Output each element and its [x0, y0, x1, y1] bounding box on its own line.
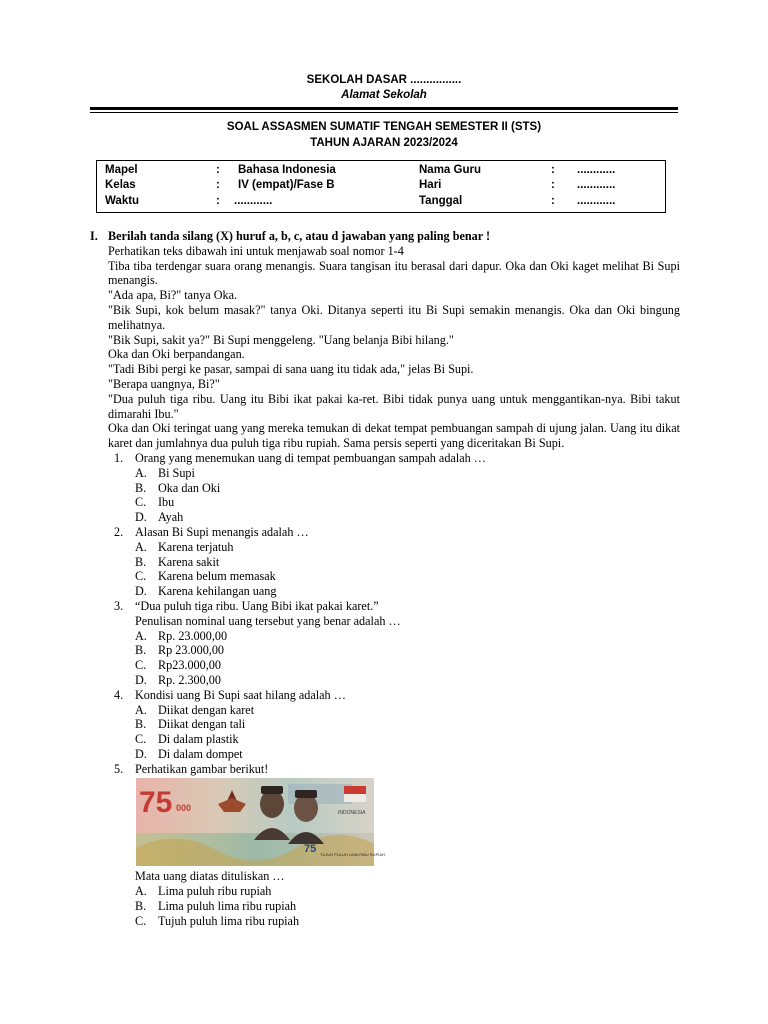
answer-option[interactable]	[90, 466, 680, 481]
question-text: “Dua puluh tiga ribu. Uang Bibi ikat pakai karet.”	[135, 598, 379, 613]
banknote-denomination: 75	[139, 786, 173, 820]
option-letter: A.	[135, 628, 147, 643]
option-letter: A.	[135, 465, 147, 480]
option-letter: C.	[135, 658, 147, 673]
option-text: Bi Supi	[158, 465, 195, 480]
reading-intro: Perhatikan teks dibawah ini untuk menjawab soal nomor 1-4	[108, 243, 404, 258]
info-colon: :	[216, 164, 220, 176]
question-text: Kondisi uang Bi Supi saat hilang adalah …	[135, 687, 346, 702]
answer-option[interactable]	[90, 658, 680, 673]
answer-option[interactable]	[90, 481, 680, 496]
option-letter: C.	[135, 569, 147, 584]
story-paragraph: "Bik Supi, kok belum masak?" tanya Oki. Ditanya seperti itu Bi Supi semakin menangis. Oka dan Oki bingung melihatnya.	[108, 302, 680, 332]
option-text: Rp 23.000,00	[158, 643, 225, 658]
option-text: Lima puluh ribu rupiah	[158, 884, 272, 899]
info-row-kelas	[97, 179, 665, 195]
option-text: Karena sakit	[158, 554, 220, 569]
info-value-waktu: ............	[234, 195, 273, 207]
section-1-heading	[90, 229, 680, 244]
question-text: Orang yang menemukan uang di tempat pembuangan sampah adalah …	[135, 450, 486, 465]
option-letter: B.	[135, 554, 147, 569]
option-letter: C.	[135, 732, 147, 747]
info-colon: :	[216, 179, 220, 191]
banknote-words: TUJUH PULUH LIMA RIBU RUPIAH	[320, 852, 385, 858]
info-value-kelas: IV (empat)/Fase B	[238, 179, 335, 191]
option-text: Tujuh puluh lima ribu rupiah	[158, 913, 300, 928]
header-divider-thick	[90, 107, 678, 110]
answer-option[interactable]	[90, 884, 680, 899]
info-value-nama-guru: ............	[577, 164, 616, 176]
story-paragraph: "Dua puluh tiga ribu. Uang itu Bibi ikat pakai ka-ret. Bibi tidak punya uang untuk menggantikan-nya. Bibi takut dimarahi Ibu."	[108, 391, 680, 421]
question-subtext: Mata uang diatas dituliskan …	[135, 869, 285, 884]
story-paragraph: "Bik Supi, sakit ya?" Bi Supi menggeleng. "Uang belanja Bibi hilang."	[108, 332, 454, 347]
option-letter: A.	[135, 884, 147, 899]
option-text: Oka dan Oki	[158, 480, 221, 495]
option-text: Karena kehilangan uang	[158, 584, 277, 599]
option-text: Diikat dengan tali	[158, 717, 246, 732]
option-letter: C.	[135, 913, 147, 928]
exam-year: TAHUN AJARAN 2023/2024	[310, 137, 458, 149]
option-text: Ayah	[158, 510, 184, 525]
question-text: Alasan Bi Supi menangis adalah …	[135, 524, 309, 539]
info-row-mapel	[97, 164, 665, 180]
answer-option[interactable]	[90, 899, 680, 914]
question-5	[90, 762, 680, 777]
answer-option[interactable]	[90, 717, 680, 732]
answer-option[interactable]	[90, 703, 680, 718]
option-letter: D.	[135, 584, 147, 599]
story-paragraph: Oka dan Oki berpandangan.	[108, 347, 245, 362]
info-colon: :	[551, 179, 555, 191]
story-paragraph: Oka dan Oki teringat uang yang mereka temukan di dekat tempat pembuangan sampah di ujung jalan. Uang itu dikat karet dan jumlahnya dua puluh tiga ribu rupiah. Sama persis seperti yang diceritakan Bi Supi.	[108, 421, 680, 451]
question-number: 5.	[114, 761, 124, 776]
info-label-kelas: Kelas	[105, 179, 136, 191]
banknote-denomination-bottom: 75	[304, 843, 317, 856]
option-text: Karena terjatuh	[158, 539, 234, 554]
answer-option[interactable]	[90, 569, 680, 584]
info-value-hari: ............	[577, 179, 616, 191]
option-letter: B.	[135, 643, 147, 658]
option-text: Rp23.000,00	[158, 658, 221, 673]
banknote-country: INDONESIA	[338, 810, 366, 817]
info-label-nama-guru: Nama Guru	[419, 164, 481, 176]
exam-info-table	[96, 160, 666, 213]
question-3	[90, 599, 680, 614]
option-text: Karena belum memasak	[158, 569, 276, 584]
question-number: 1.	[114, 450, 124, 465]
header-divider-thin	[90, 112, 678, 113]
story-paragraph: Tiba tiba terdengar suara orang menangis. Suara tangisan itu berasal dari dapur. Oka dan Oki kaget melihat Bi Supi menangis.	[108, 258, 680, 288]
option-text: Ibu	[158, 495, 175, 510]
section-instruction: Berilah tanda silang (X) huruf a, b, c, atau d jawaban yang paling benar !	[108, 229, 491, 243]
story-paragraph: "Tadi Bibi pergi ke pasar, sampai di sana uang itu tidak ada," jelas Bi Supi.	[108, 362, 474, 377]
question-subtext: Penulisan nominal uang tersebut yang benar adalah …	[135, 613, 401, 628]
answer-option[interactable]	[90, 914, 680, 929]
answer-option[interactable]	[90, 643, 680, 658]
school-address: Alamat Sekolah	[341, 89, 427, 101]
option-text: Rp. 2.300,00	[158, 672, 221, 687]
question-1	[90, 451, 680, 466]
option-letter: D.	[135, 672, 147, 687]
option-letter: A.	[135, 539, 147, 554]
exam-title: SOAL ASSASMEN SUMATIF TENGAH SEMESTER II (STS)	[226, 121, 542, 133]
option-text: Lima puluh lima ribu rupiah	[158, 899, 297, 914]
option-text: Di dalam plastik	[158, 732, 239, 747]
answer-option[interactable]	[90, 747, 680, 762]
option-letter: D.	[135, 746, 147, 761]
question-number: 2.	[114, 524, 124, 539]
option-letter: B.	[135, 480, 147, 495]
option-letter: B.	[135, 899, 147, 914]
option-text: Di dalam dompet	[158, 746, 243, 761]
info-label-waktu: Waktu	[105, 195, 140, 207]
option-text: Diikat dengan karet	[158, 702, 255, 717]
option-letter: D.	[135, 510, 147, 525]
answer-option[interactable]	[90, 495, 680, 510]
banknote-denomination-small: 000	[176, 803, 192, 814]
question-number: 3.	[114, 598, 124, 613]
answer-option[interactable]	[90, 540, 680, 555]
question-2	[90, 525, 680, 540]
option-letter: C.	[135, 495, 147, 510]
info-colon: :	[551, 164, 555, 176]
answer-option[interactable]	[90, 673, 680, 688]
info-colon: :	[551, 195, 555, 207]
info-value-tanggal: ............	[577, 195, 616, 207]
info-label-tanggal: Tanggal	[419, 195, 463, 207]
story-paragraph: "Ada apa, Bi?" tanya Oka.	[108, 288, 238, 303]
story-paragraph: "Berapa uangnya, Bi?"	[108, 376, 220, 391]
info-label-mapel: Mapel	[105, 164, 138, 176]
question-4	[90, 688, 680, 703]
answer-option[interactable]	[90, 510, 680, 525]
banknote-75000-image	[136, 778, 385, 866]
option-letter: B.	[135, 717, 147, 732]
answer-option[interactable]	[90, 629, 680, 644]
flag-emblem	[344, 786, 366, 802]
info-label-hari: Hari	[419, 179, 442, 191]
section-1	[90, 229, 680, 929]
info-colon: :	[216, 195, 220, 207]
option-letter: A.	[135, 702, 147, 717]
option-text: Rp. 23.000,00	[158, 628, 228, 643]
question-text: Perhatikan gambar berikut!	[135, 761, 269, 776]
answer-option[interactable]	[90, 555, 680, 570]
answer-option[interactable]	[90, 732, 680, 747]
section-number: I.	[90, 229, 98, 243]
info-row-waktu	[97, 195, 665, 211]
info-value-mapel: Bahasa Indonesia	[238, 164, 336, 176]
school-name: SEKOLAH DASAR ................	[306, 74, 462, 86]
answer-option[interactable]	[90, 584, 680, 599]
question-number: 4.	[114, 687, 124, 702]
